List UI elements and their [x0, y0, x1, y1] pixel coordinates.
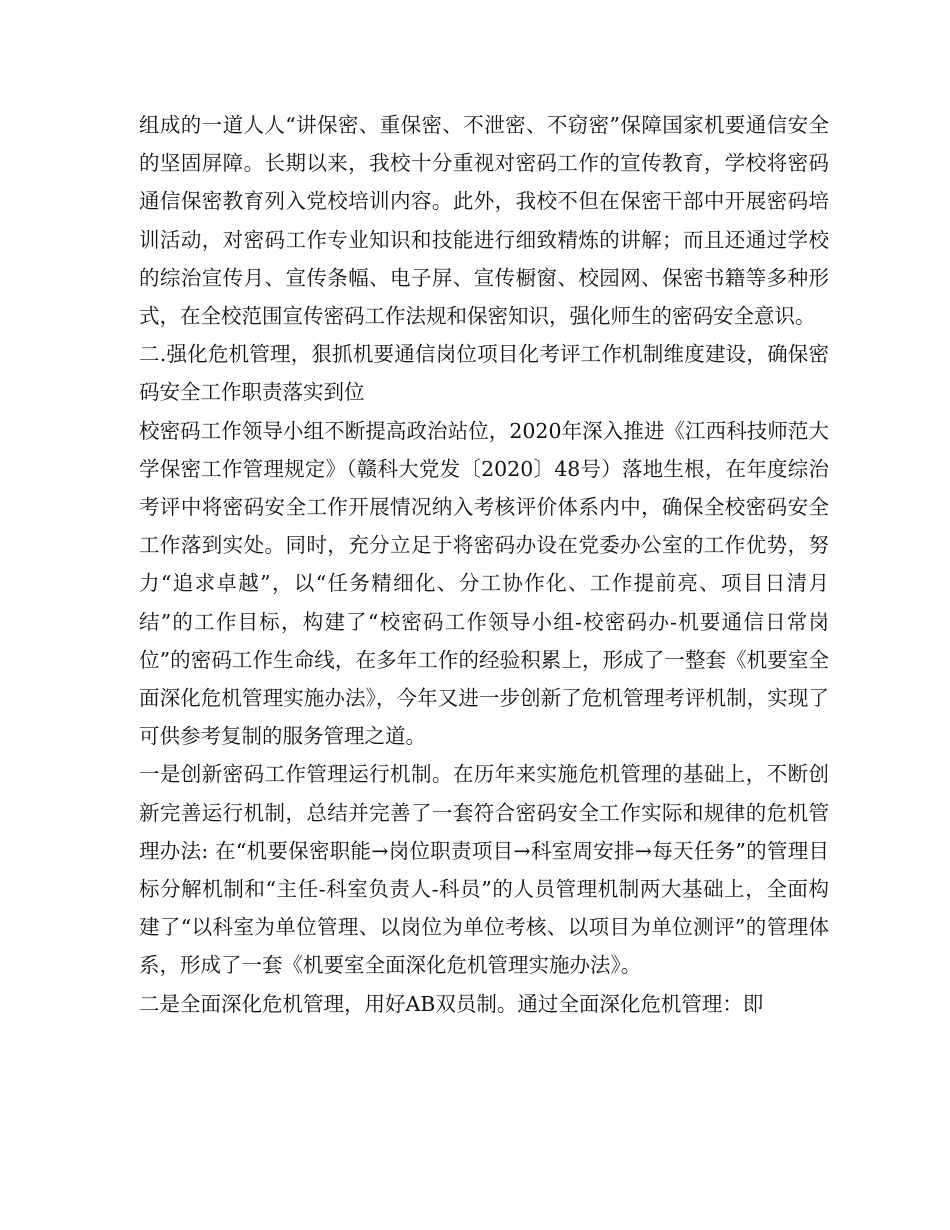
document-body — [139, 106, 829, 1023]
paragraph-ab-dual-staff: 二是全面深化危机管理，用好AB双员制。通过全面深化危机管理：即 — [139, 991, 764, 1016]
paragraph-confidentiality-education: 组成的一道人人“讲保密、重保密、不泄密、不窃密”保障国家机要通信安全的坚固屏障。长期以来，我校十分重视对密码工作的宣传教育，学校将密码通信保密教育列入党校培训内容。此外，我校不但在保密干部中开展密码培训活动，对密码工作专业知识和技能进行细致精炼的讲解；而且还通过学校的综治宣传月、宣传条幅、电子屏、宣传橱窗、校园网、保密书籍等多种形式，在全校范围宣传密码工作法规和保密知识，强化师生的密码安全意识。 — [139, 113, 829, 329]
section-heading-crisis-management: 二.强化危机管理，狠抓机要通信岗位项目化考评工作机制维度建设，确保密码安全工作职责落实到位 — [139, 342, 829, 405]
paragraph-innovation-mechanism: 一是创新密码工作管理运行机制。在历年来实施危机管理的基础上，不断创新完善运行机制，总结并完善了一套符合密码安全工作实际和规律的危机管理办法: 在“机要保密职能→岗位职责项目→科室周安排→每天任务”的管理目标分解机制和“主任-科室负责人-科员”的人员管理机制两大基础上，全面构建了“以科室为单位管理、以岗位为单位考核、以项目为单位测评”的管理体系，形成了一套《机要室全面深化危机管理实施办法》。 — [139, 762, 829, 978]
paragraph-leadership-group: 校密码工作领导小组不断提高政治站位，2020年深入推进《江西科技师范大学保密工作管理规定》（赣科大党发〔2020〕48号）落地生根，在年度综治考评中将密码安全工作开展情况纳入考核评价体系内中，确保全校密码安全工作落到实处。同时，充分立足于将密码办设在党委办公室的工作优势，努力“追求卓越”，以“任务精细化、分工协作化、工作提前亮、项目日清月结”的工作目标，构建了“校密码工作领导小组-校密码办-机要通信日常岗位”的密码工作生命线，在多年工作的经验积累上，形成了一整套《机要室全面深化危机管理实施办法》，今年又进一步创新了危机管理考评机制，实现了可供参考复制的服务管理之道。 — [139, 418, 829, 749]
